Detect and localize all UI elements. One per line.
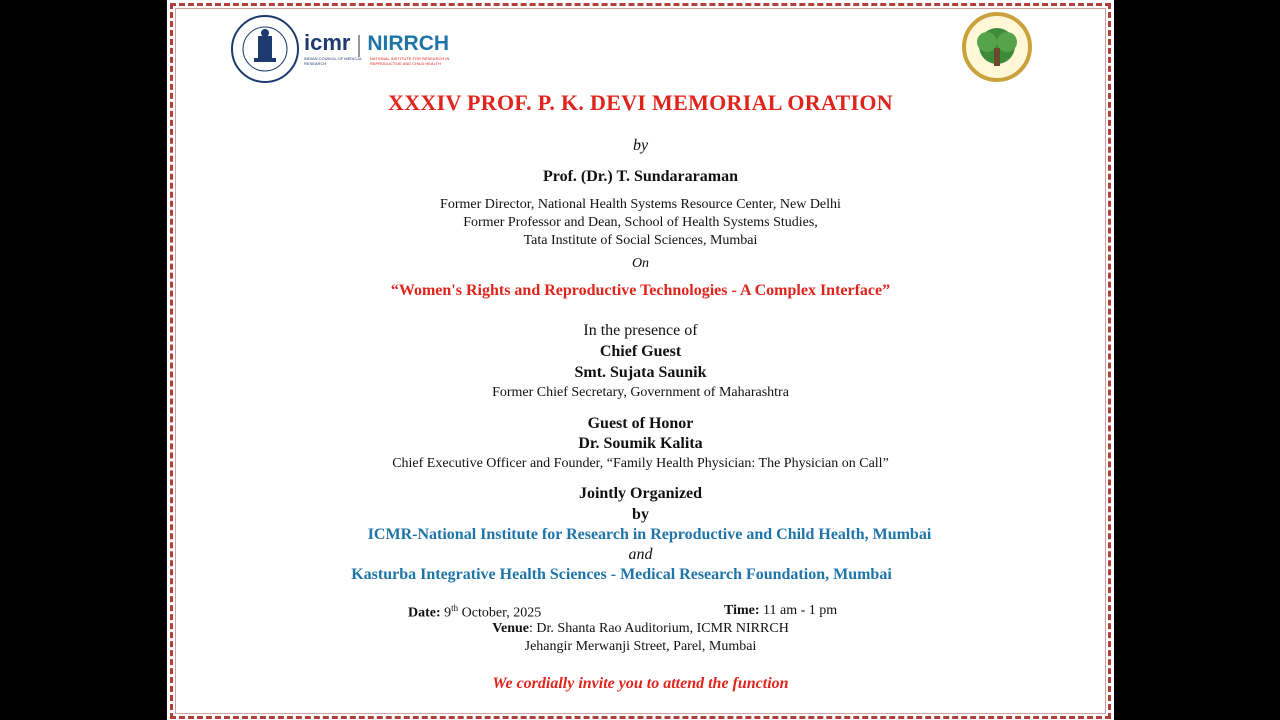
oration-topic: “Women's Rights and Reproductive Technologies - A Complex Interface” [390, 282, 891, 299]
event-venue-address: Jehangir Merwanji Street, Parel, Mumbai [524, 639, 757, 654]
speaker-line-3: Tata Institute of Social Sciences, Mumbai [523, 233, 758, 248]
chief-guest-desc: Former Chief Secretary, Government of Maharashtra [492, 385, 789, 400]
guest-of-honor-heading: Guest of Honor [587, 415, 694, 432]
icmr-nirrch-logo: icmr NIRRCH INDIAN COUNCIL OF MEDICAL RESEARCH NATIONAL INSTITUTE FOR RESEARCH IN REPRODUCTIVE AND CHILD HEALTH [304, 30, 450, 66]
guest-of-honor-desc: Chief Executive Officer and Founder, “Family Health Physician: The Physician on Call” [392, 456, 889, 471]
icmr-emblem-logo [230, 14, 300, 84]
speaker-line-2: Former Professor and Dean, School of Health Systems Studies, [463, 215, 818, 230]
speaker-line-1: Former Director, National Health Systems Resource Center, New Delhi [440, 197, 841, 212]
event-date: Date: 9th October, 2025 [408, 603, 542, 621]
speaker-name: Prof. (Dr.) T. Sundararaman [543, 168, 738, 185]
and-label: and [628, 546, 653, 563]
by-label: by [632, 137, 649, 154]
jointly-organized-label: Jointly Organized [578, 485, 703, 502]
event-time: Time: 11 am - 1 pm [724, 603, 838, 618]
invitation-line: We cordially invite you to attend the function [492, 675, 789, 692]
invitation-page [167, 0, 1114, 720]
kasturba-tree-logo [959, 12, 1035, 82]
chief-guest-heading: Chief Guest [599, 343, 682, 360]
page-title: XXXIV PROF. P. K. DEVI MEMORIAL ORATION [388, 90, 893, 115]
presence-label: In the presence of [583, 322, 698, 339]
organizer-1: ICMR-National Institute for Research in Reproductive and Child Health, Mumbai [367, 526, 932, 543]
guest-of-honor-name: Dr. Soumik Kalita [578, 435, 703, 452]
by-label-2: by [632, 506, 649, 523]
chief-guest-name: Smt. Sujata Saunik [574, 364, 707, 381]
event-venue: Venue: Dr. Shanta Rao Auditorium, ICMR NIRRCH [492, 621, 789, 636]
on-label: On [631, 256, 650, 271]
organizer-2: Kasturba Integrative Health Sciences - Medical Research Foundation, Mumbai [351, 566, 892, 583]
